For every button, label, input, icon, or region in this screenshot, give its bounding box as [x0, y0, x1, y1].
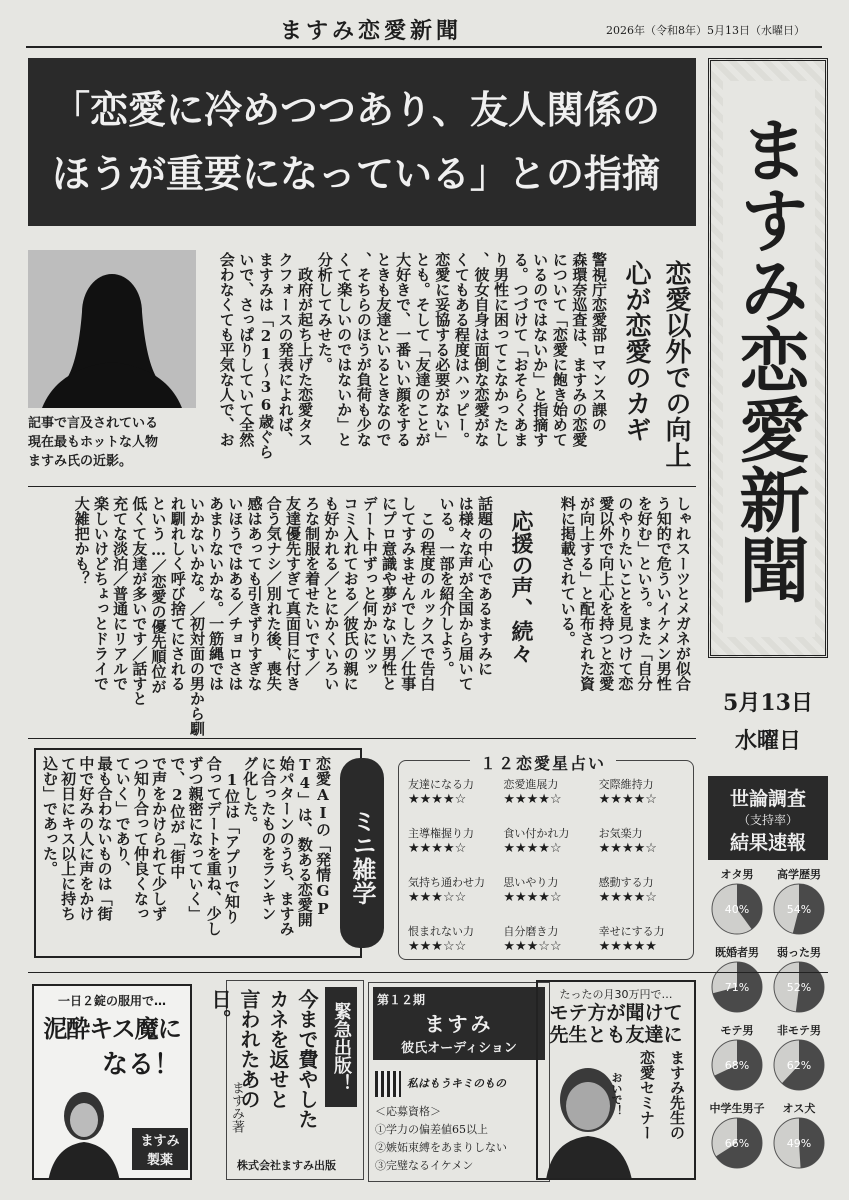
poll-label: オタ男 — [720, 868, 754, 881]
poll-pie — [710, 960, 764, 1014]
portrait-photo — [28, 250, 196, 408]
ad-audition-header — [373, 987, 545, 1060]
poll-label: 高学歴男 — [777, 868, 821, 881]
silhouette-icon — [28, 250, 196, 408]
date-line: 2026年（令和8年）5月13日（水曜日） — [606, 24, 805, 37]
horoscope-stars: ★★★☆☆ — [503, 939, 562, 954]
ad-drug-maker: ますみ 製薬 — [132, 1128, 188, 1170]
ad-audition-req: ①学力の偏差値65以上 — [375, 1123, 488, 1136]
horoscope-label: 思いやり力 — [503, 876, 559, 889]
headline-banner — [28, 58, 696, 226]
headline-line1: 「恋愛に冷めつつあり、友人関係の — [52, 87, 661, 132]
horoscope-stars: ★★★☆☆ — [408, 939, 467, 954]
ad-drug[interactable] — [32, 984, 192, 1180]
poll-pie — [772, 882, 826, 936]
horoscope-stars: ★★★★☆ — [598, 792, 657, 807]
horoscope-label: 気持ち通わせ力 — [408, 876, 485, 889]
poll-title: 世論調査 — [729, 788, 806, 810]
poll-item — [706, 1022, 768, 1096]
horoscope-grid — [408, 776, 690, 954]
ad-audition-sub: 彼氏オーディション — [401, 1041, 517, 1056]
poll-label: 非モテ男 — [777, 1024, 821, 1037]
poll-label: オス犬 — [782, 1102, 816, 1115]
horoscope-stars: ★★★★☆ — [598, 890, 657, 905]
ad-seminar-body: ますみ先生の 恋愛セミナー — [638, 1050, 686, 1140]
poll-pie — [710, 1116, 764, 1170]
horoscope-label: 恨まれない力 — [408, 925, 474, 938]
poll-item — [768, 1100, 830, 1174]
voices-subhead: 応援の声、続々 — [508, 510, 534, 664]
woman-photo-icon — [44, 1082, 124, 1180]
horoscope-item — [503, 874, 594, 905]
section-rule-2 — [28, 738, 696, 739]
pie-value: 71% — [724, 981, 750, 994]
horoscope-item — [503, 825, 594, 856]
poll-item — [768, 866, 830, 940]
horoscope-stars: ★★★★☆ — [598, 841, 657, 856]
ad-drug-top: 一日２錠の服用で… — [57, 994, 166, 1008]
poll-header — [708, 776, 828, 860]
poll-item — [706, 1100, 768, 1174]
issue-weekday: 水曜日 — [734, 728, 801, 754]
mini-trivia-label: ミニ雑学 — [340, 758, 384, 948]
horoscope-label: 交際維持力 — [598, 778, 654, 791]
poll-label: 既婚者男 — [715, 946, 759, 959]
ad-book[interactable] — [208, 980, 364, 1180]
horoscope-label: 主導権握り力 — [408, 827, 474, 840]
poll-pie — [710, 882, 764, 936]
ad-seminar-main2: 先生とも友達に — [549, 1024, 683, 1046]
horoscope-stars: ★★★★☆ — [408, 792, 467, 807]
qr-code-icon — [375, 1071, 401, 1097]
horoscope-item — [408, 923, 499, 954]
poll-item — [706, 866, 768, 940]
ad-audition-issue: 第１２期 — [377, 993, 426, 1007]
poll-item — [768, 1022, 830, 1096]
horoscope-item — [599, 874, 690, 905]
horoscope-label: 幸せにする力 — [598, 925, 665, 938]
masthead-rule — [26, 46, 822, 48]
horoscope-item — [503, 776, 594, 807]
poll-sub: （支持率） — [737, 813, 798, 827]
horoscope-label: 自分磨き力 — [503, 925, 559, 938]
headline-line2: ほうが重要になっている」との指摘 — [52, 151, 661, 196]
ad-book-title: 今まで費やした カネを返せと 言われたあの日。 — [208, 989, 319, 1129]
horoscope-stars: ★★★★☆ — [503, 841, 562, 856]
horoscope-stars: ★★★★☆ — [408, 841, 467, 856]
horoscope-item — [599, 776, 690, 807]
poll-item — [706, 944, 768, 1018]
horoscope-label: 感動する力 — [598, 876, 654, 889]
pie-value: 62% — [786, 1059, 812, 1072]
ad-book-author: ますみ著 — [229, 1081, 244, 1133]
poll-sub2: 結果速報 — [729, 832, 806, 854]
paper-name: ますみ恋愛新聞 — [280, 18, 463, 44]
voices-body: 話題の中心であるますみに は様々な声が全国から届いて いる。一部を紹介しよう。 この程度のルックスで告白 してすみませんでした／仕事 にプロ意識や夢がない男性と デート中ずっと何かにツッ コミ入れておる／彼氏の親に も好かれる／とにかくいろい ろな制服を着せたいです／ 友達優先すぎて真面目に付き 合う気ナシ／別れた後、喪失 感はあっても引きずりすぎな いほうではある／チョロさは あまりないかな。一筋縄では いかないかな。／初対面の男から馴 れ馴れしく呼び捨てにされる という…／恋愛の優先順位が 低くて友達が多いです／話すと 充てな淡泊／普通にリアルで 楽しいけどちょっとドライで 大雑把かも？ — [72, 496, 494, 736]
ad-audition-name: ますみ — [424, 1012, 494, 1036]
horoscope-item — [408, 776, 499, 807]
ad-book-badge: 緊急出版！ — [325, 987, 357, 1107]
horoscope-item — [599, 923, 690, 954]
lead-body: 警視庁恋愛部ロマンス課の 森環奈巡査は、ますみの恋愛 について「恋愛に飽き始めて いるのではないか」と指摘す る。つづけて「おそらくあま り男性に困ってこなかったし 、彼女自身は面倒な恋愛がな くてもある程度はハッピー。 恋愛に妥協する必要がない」 とも。そして「友達のことが 大好きで、一番いい顔をする ときも友達といるときなので 、そちらのほうが負荷も少な くて楽しいのではないか」と 分析してみせた。 政府が起ち上げた恋愛タス クフォースの発表によれば、 ますみは「21〜36歳ぐら いで、さっぱりしていて全然 会わなくても平気な人で、お — [217, 252, 608, 459]
pie-value: 54% — [786, 903, 812, 916]
horoscope-title: １２恋愛星占い — [470, 751, 616, 774]
pie-value: 66% — [724, 1137, 750, 1150]
ad-book-publisher: 株式会社ますみ出版 — [237, 1159, 336, 1172]
poll-pie — [772, 960, 826, 1014]
horoscope-label: 恋愛進展力 — [503, 778, 559, 791]
poll-label: モテ男 — [720, 1024, 754, 1037]
pie-value: 52% — [786, 981, 812, 994]
lead-continued: しゃれスーツとメガネが似合 う知的で危ういイケメン男性 を好む」という。また「自分 のやりたいことを見つけて恋 愛以外で向上心を持つと恋愛 が向上する」と配布された資 料に掲載されている。 — [558, 496, 692, 691]
horoscope-stars: ★★★★☆ — [503, 792, 562, 807]
horoscope-item — [408, 825, 499, 856]
horoscope-item — [408, 874, 499, 905]
ad-drug-main2: なる！ — [101, 1050, 180, 1080]
horoscope-label: 食い付かれ力 — [503, 827, 570, 840]
poll-pie — [772, 1116, 826, 1170]
poll-item — [768, 944, 830, 1018]
ad-audition-tagline: 私はもうキミのもの — [407, 1077, 506, 1090]
ad-audition-req: ②嫉妬束縛をあまりしない — [375, 1141, 507, 1154]
ad-seminar[interactable] — [536, 980, 696, 1180]
mini-trivia-body: 恋愛AIの「発情GP T4」は、数ある恋愛開 始パターンのうち、ますみ に合ったものをランキン グ化した。 1位は「アプリで知り 合ってデートを重ね、少し ずつ親密になっていく」 で、2位が「街中 で声をかけられて少しず つ知り合って仲良くなっ ていく」であり、 最も合わないものは「街 中で好みの人に声をかけ て初日にキス以上に持ち 込む」であった。 — [40, 756, 332, 936]
horoscope-stars: ★★★★☆ — [503, 890, 562, 905]
title-vertical: ますみ恋愛新聞 — [723, 81, 815, 637]
horoscope-label: お気楽力 — [598, 827, 643, 840]
horoscope-stars: ★★★★★ — [598, 939, 657, 954]
poll-label: 中学生男子 — [709, 1102, 765, 1115]
ad-seminar-shout: おいで！ — [610, 1072, 623, 1116]
photo-caption: 記事で言及されている 現在最もホットな人物 ますみ氏の近影。 — [28, 416, 159, 469]
poll-pie — [772, 1038, 826, 1092]
issue-date: 5月13日 — [723, 690, 813, 716]
pie-value: 40% — [724, 903, 750, 916]
pie-value: 49% — [786, 1137, 812, 1150]
section-rule-1 — [28, 486, 696, 487]
lead-subhead: 恋愛以外での向上 心が恋愛のカギ — [621, 260, 691, 468]
horoscope-item — [599, 825, 690, 856]
ad-seminar-top: たったの月30万円で… — [559, 988, 673, 1001]
horoscope-stars: ★★★☆☆ — [408, 890, 467, 905]
poll-label: 弱った男 — [777, 946, 821, 959]
ad-audition-req: ③完璧なるイケメン — [375, 1159, 474, 1172]
section-rule-3 — [28, 972, 828, 973]
ad-seminar-main1: モテ方が聞けて — [549, 1002, 683, 1024]
ad-drug-main1: 泥酔キス魔に — [43, 1015, 181, 1043]
ad-audition-req-title: ＜応募資格＞ — [375, 1105, 441, 1118]
poll-pie — [710, 1038, 764, 1092]
horoscope-label: 友達になる力 — [408, 778, 474, 791]
horoscope-item — [503, 923, 594, 954]
title-frame — [708, 58, 828, 658]
ad-audition[interactable] — [368, 982, 550, 1182]
poll-grid — [706, 866, 830, 1174]
pie-value: 68% — [724, 1059, 750, 1072]
